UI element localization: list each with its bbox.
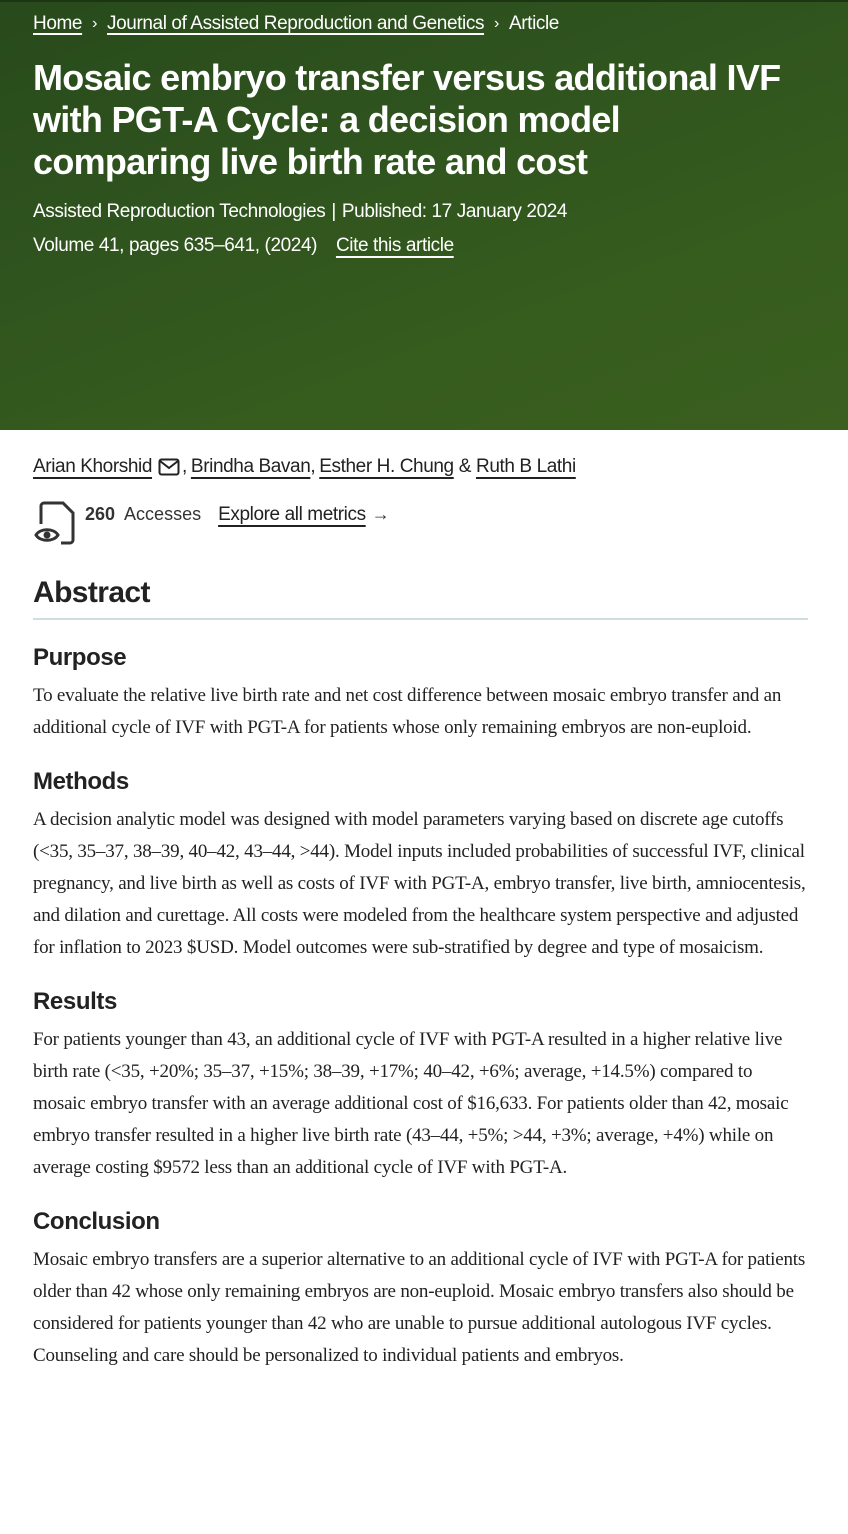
methods-text: A decision analytic model was designed with model parameters varying based on discrete age cutoffs (<35, 35–37, 38–39, 40–42, 43–44, >44). Model inputs included probabilities of successful IVF, clinical pregnancy, and live birth as well as costs of IVF with PGT-A, embryo transfer, live birth, amniocentesis, and dilation and curettage. All costs were modeled from the healthcare system perspective and adjusted for inflation to 2023 $USD. Model outcomes were sub-stratified by degree and type of mosaicism. — [33, 809, 806, 958]
article-hero — [0, 0, 848, 430]
breadcrumb-journal-link[interactable]: Journal of Assisted Reproduction and Genetics — [107, 13, 485, 34]
article-section-line — [33, 195, 815, 229]
chevron-right-icon: › — [92, 15, 98, 32]
breadcrumb — [33, 10, 815, 38]
article-metrics — [33, 500, 808, 550]
explore-metrics-link[interactable]: Explore all metrics — [218, 504, 366, 525]
breadcrumb-home-link[interactable]: Home — [33, 13, 83, 34]
author-link[interactable]: Brindha Bavan — [190, 456, 311, 477]
article-title: Mosaic embryo transfer versus additional IVF with PGT-A Cycle: a decision model comparing live birth rate and cost — [33, 57, 781, 182]
email-icon[interactable] — [158, 458, 180, 476]
purpose-text: To evaluate the relative live birth rate and net cost difference between mosaic embryo transfer and an additional cycle of IVF with PGT-A for patients whose only remaining embryos are non-euploid. — [33, 685, 782, 738]
chevron-right-icon: › — [494, 15, 499, 32]
methods-heading: Methods — [33, 768, 129, 795]
accesses-count: 260 — [85, 504, 116, 524]
conclusion-text: Mosaic embryo transfers are a superior alternative to an additional cycle of IVF with PGT-A for patients older than 42 whose only remaining embryos are non-euploid. Mosaic embryo transfers also should be considered for patients younger than 42 who are unable to pursue additional autologous IVF cycles. Counseling and care should be personalized to individual patients and embryos. — [33, 1249, 806, 1366]
author-link[interactable]: Esther H. Chung — [319, 456, 454, 477]
cite-article-link[interactable]: Cite this article — [335, 235, 454, 256]
author-link[interactable]: Arian Khorshid — [33, 456, 153, 477]
results-heading: Results — [33, 988, 117, 1015]
article-meta — [33, 195, 815, 263]
conclusion-heading: Conclusion — [33, 1208, 160, 1235]
results-text: For patients younger than 43, an additional cycle of IVF with PGT-A resulted in a higher relative live birth rate (<35, +20%; 35–37, +15%; 38–39, +17%; 40–42, +6%; average, +14.5%) compared to mosaic embryo transfer with an average additional cost of $16,633. For patients older than 42, mosaic embryo transfer resulted in a higher live birth rate (43–44, +5%; >44, +3%; average, +4%) while on average costing $9572 less than an additional cycle of IVF with PGT-A. — [33, 1029, 789, 1178]
breadcrumb-current: Article — [508, 13, 559, 34]
abstract-heading: Abstract — [33, 576, 808, 620]
author-link[interactable]: Ruth B Lathi — [476, 456, 576, 477]
article-content — [0, 456, 848, 1372]
arrow-right-icon: → — [371, 504, 390, 524]
volume-info: Volume 41, pages 635–641, (2024) — [33, 235, 318, 256]
article-section: Assisted Reproduction Technologies — [33, 201, 326, 222]
author-separator: , — [182, 456, 187, 477]
published-date: Published: 17 January 2024 — [341, 201, 568, 222]
meta-separator: | — [331, 201, 336, 222]
author-separator: & — [458, 456, 472, 477]
purpose-heading: Purpose — [33, 644, 127, 671]
author-separator: , — [310, 456, 316, 477]
document-view-icon — [33, 500, 79, 546]
abstract-section — [33, 576, 808, 1372]
accesses-label: Accesses — [124, 504, 202, 524]
author-list — [33, 456, 808, 478]
article-volume-line — [33, 229, 815, 263]
